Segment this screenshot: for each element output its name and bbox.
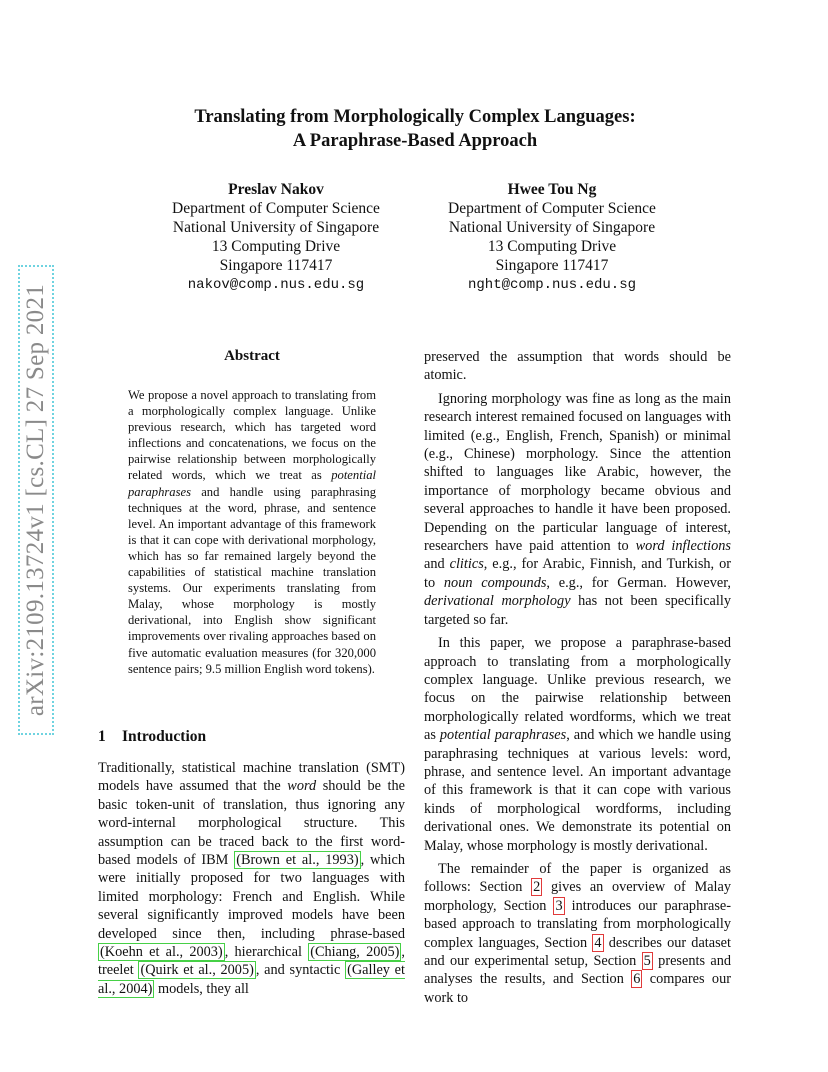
body-text: describes our dataset and our experimental setup, Section — [424, 934, 731, 969]
author-block-2 — [432, 180, 672, 295]
intro-emphasis: word — [287, 778, 317, 795]
author-name: Preslav Nakov — [228, 181, 324, 198]
abstract-emphasis: potential paraphrases — [128, 468, 376, 499]
section-reference-link[interactable]: 4 — [594, 934, 602, 951]
paragraph-atomic: preserved the assumption that words should be atomic. — [424, 349, 731, 384]
body-text: In this paper, we propose a paraphrase-based approach to translating from a morphologically complex language. Unlike previous research, we focus on the pairwise relationship between morphologically related wordforms, which we treat as — [424, 635, 731, 744]
author-department: Department of Computer Science — [172, 200, 380, 217]
body-emphasis: potential paraphrases — [439, 727, 567, 744]
arxiv-identifier: arXiv:2109.13724v1 [cs.CL] 27 Sep 2021 — [22, 283, 50, 717]
citation-link[interactable]: (Brown et al., 1993) — [236, 852, 359, 869]
paragraph-morphology — [424, 390, 731, 629]
body-text: , e.g., for German. However, — [546, 574, 731, 591]
section-reference-link[interactable]: 6 — [633, 971, 641, 988]
paragraph-organization — [424, 860, 731, 1007]
intro-text: , treelet — [98, 944, 405, 979]
paragraph-approach — [424, 634, 731, 855]
body-text: compares our work to — [424, 971, 731, 1006]
body-text: The remainder of the paper is organized as follows: Section — [424, 860, 731, 896]
author-block-1 — [156, 180, 396, 295]
body-text: , and which we handle using paraphrasing techniques at various levels: word, phrase, and sentence level. An important advantage of this framework is that it can cope with various kinds of morphological wordforms, including derivational ones. We demonstrate its potential on Malay, whose morphology is mostly derivational. — [424, 727, 731, 854]
body-text: and — [424, 556, 450, 573]
author-university: National University of Singapore — [172, 219, 380, 236]
author-email: nght@comp.nus.edu.sg — [467, 277, 637, 293]
title-line-2: A Paraphrase-Based Approach — [292, 131, 538, 151]
section-heading-introduction — [98, 728, 206, 746]
section-reference-link[interactable]: 3 — [555, 897, 563, 914]
intro-text: should be the basic token-unit of translation, thus ignoring any word-internal morphological structure. This assumption can be traced back to the first word-based models of IBM — [98, 778, 405, 869]
body-text: has not been specifically targeted so far. — [424, 593, 731, 628]
section-title: Introduction — [122, 728, 207, 745]
body-text: Ignoring morphology was fine as long as the main research interest remained focused on languages with limited (e.g., English, French, Spanish) or minimal (e.g., Chinese) morphology. Since the attention shifted to languages like Arabic, however, the importance of morphology became obvious and several approaches to handle it have been proposed. Depending on the particular language of interest, researchers have paid attention to — [424, 390, 731, 555]
intro-text: , which were initially proposed for two languages with limited morphology: French and English. While several significantly improved models have been developed since then, including phrase-based — [98, 852, 405, 942]
intro-text: , and syntactic — [255, 962, 346, 979]
body-text: , e.g., for Arabic, Finnish, and Turkish, or to — [424, 556, 731, 591]
body-emphasis: noun compounds — [443, 574, 547, 591]
author-street: 13 Computing Drive — [487, 238, 617, 255]
introduction-paragraph — [98, 759, 405, 998]
abstract-heading: Abstract — [224, 348, 280, 364]
intro-text: , hierarchical — [224, 944, 309, 961]
author-name: Hwee Tou Ng — [507, 181, 597, 198]
body-text: gives an overview of Malay morphology, Section — [424, 879, 731, 914]
author-city: Singapore 117417 — [219, 257, 333, 274]
citation-link[interactable]: (Galley et al., 2004) — [98, 962, 405, 997]
body-text: introduces our paraphrase-based approach to translating from morphologically complex languages, Section — [424, 897, 731, 951]
body-emphasis: clitics — [449, 556, 484, 573]
author-department: Department of Computer Science — [448, 200, 656, 217]
body-emphasis: word inflections — [635, 538, 731, 555]
citation-link[interactable]: (Quirk et al., 2005) — [140, 962, 254, 979]
author-street: 13 Computing Drive — [211, 238, 341, 255]
intro-text: Traditionally, statistical machine translation (SMT) models have assumed that the — [98, 760, 405, 795]
section-number: 1 — [98, 728, 106, 745]
author-university: National University of Singapore — [448, 219, 656, 236]
intro-text: models, they all — [154, 980, 249, 997]
citation-link[interactable]: (Chiang, 2005) — [310, 944, 400, 961]
section-reference-link[interactable]: 5 — [643, 953, 651, 969]
arxiv-identifier-stamp — [18, 265, 54, 735]
citation-link[interactable]: (Koehn et al., 2003) — [100, 944, 223, 961]
title-line-1: Translating from Morphologically Complex Languages: — [194, 107, 636, 127]
abstract-text: and handle using paraphrasing techniques at the word, phrase, and sentence level. An important advantage of this framework is that it can cope with derivational morphology, which has so far remained largely beyond the capabilities of statistical machine translation systems. Our experiments translating from Malay, whose morphology is mostly derivational, into English show significant improvements over rivaling approaches based on five automatic evaluation measures (for 320,000 sentence pairs; 9.5 million English word tokens). — [128, 484, 376, 676]
right-column — [424, 348, 731, 1012]
author-email: nakov@comp.nus.edu.sg — [187, 277, 365, 293]
body-emphasis: derivational morphology — [424, 593, 571, 610]
paper-title — [120, 105, 710, 153]
abstract-body — [128, 387, 376, 677]
abstract-text: We propose a novel approach to translating from a morphologically complex language. Unlike previous research, which has targeted word inflections and concatenations, we focus on the pairwise relationship between morphologically related words, which we treat as — [128, 388, 376, 483]
section-reference-link[interactable]: 2 — [533, 879, 541, 896]
body-text: presents and analyses the results, and Section — [424, 953, 731, 988]
author-city: Singapore 117417 — [495, 257, 609, 274]
